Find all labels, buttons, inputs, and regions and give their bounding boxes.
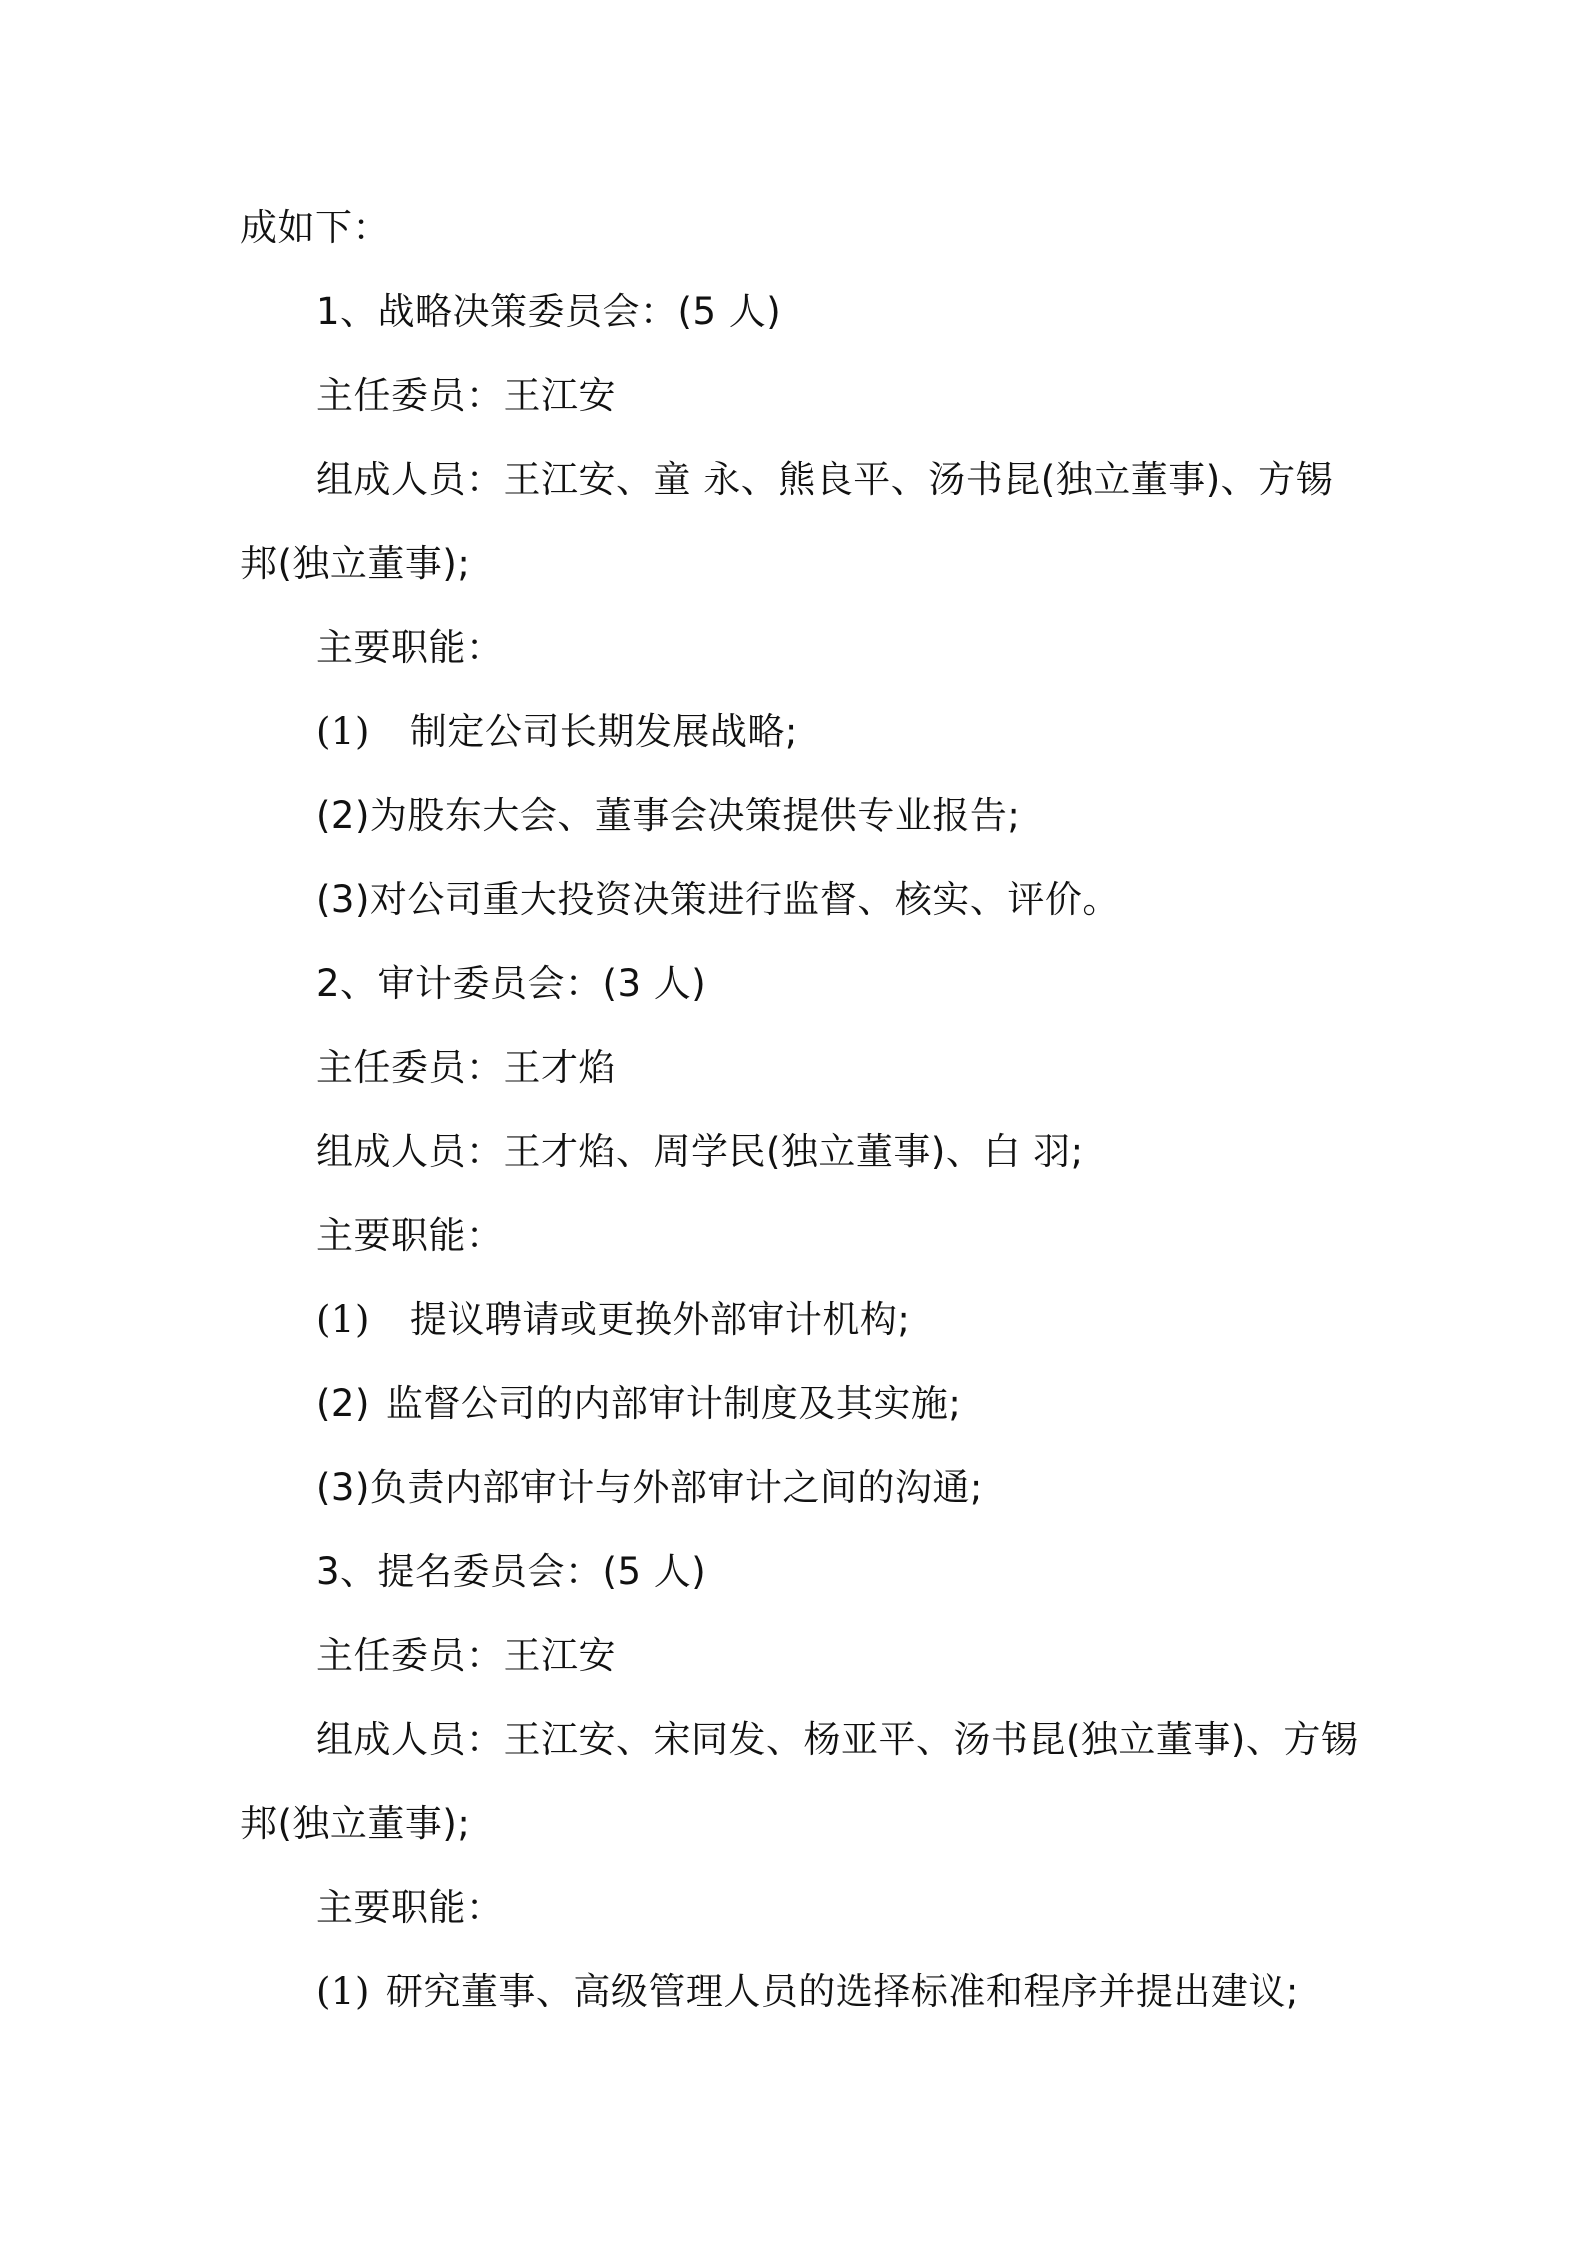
text-line-functions-label-audit: 主要职能： <box>316 1214 504 1257</box>
text-line-chair-audit: 主任委员：王才焰 <box>316 1046 616 1089</box>
heading-audit-committee: 2、审计委员会：(3 人) <box>316 962 707 1005</box>
list-item-audit-1 <box>316 1296 910 1344</box>
text-line-intro: 成如下： <box>240 206 390 249</box>
heading-strategy-committee: 1、战略决策委员会：(5 人) <box>316 290 782 333</box>
list-number: (1) <box>316 1970 370 2013</box>
list-item-strategy-1 <box>316 708 798 756</box>
list-item-nomination-1 <box>316 1968 1299 2016</box>
text-line-members-strategy: 组成人员：王江安、童 永、熊良平、汤书昆(独立董事)、方锡 <box>316 458 1334 501</box>
list-number: (2) <box>316 1382 370 1425</box>
list-item-strategy-3: (3)对公司重大投资决策进行监督、核实、评价。 <box>316 878 1120 921</box>
text-line-members-nomination: 组成人员：王江安、宋同发、杨亚平、汤书昆(独立董事)、方锡 <box>316 1718 1359 1761</box>
text-line-chair-nomination: 主任委员：王江安 <box>316 1634 616 1677</box>
list-text: 提议聘请或更换外部审计机构; <box>409 1298 911 1341</box>
list-item-audit-3: (3)负责内部审计与外部审计之间的沟通; <box>316 1466 983 1509</box>
text-line-functions-label-strategy: 主要职能： <box>316 626 504 669</box>
list-item-strategy-2: (2)为股东大会、董事会决策提供专业报告; <box>316 794 1021 837</box>
text-line-chair-strategy: 主任委员：王江安 <box>316 374 616 417</box>
heading-nomination-committee: 3、提名委员会：(5 人) <box>316 1550 707 1593</box>
text-line-members-nomination-cont: 邦(独立董事); <box>240 1802 471 1845</box>
list-text: 制定公司长期发展战略; <box>409 710 798 753</box>
list-text: 监督公司的内部审计制度及其实施; <box>385 1382 962 1425</box>
list-number: (1) <box>316 1298 370 1341</box>
text-line-members-strategy-cont: 邦(独立董事); <box>240 542 471 585</box>
text-line-functions-label-nomination: 主要职能： <box>316 1886 504 1929</box>
text-line-members-audit: 组成人员：王才焰、周学民(独立董事)、白 羽; <box>316 1130 1084 1173</box>
list-number: (1) <box>316 710 370 753</box>
list-text: 研究董事、高级管理人员的选择标准和程序并提出建议; <box>385 1970 1299 2013</box>
list-item-audit-2 <box>316 1380 961 1428</box>
